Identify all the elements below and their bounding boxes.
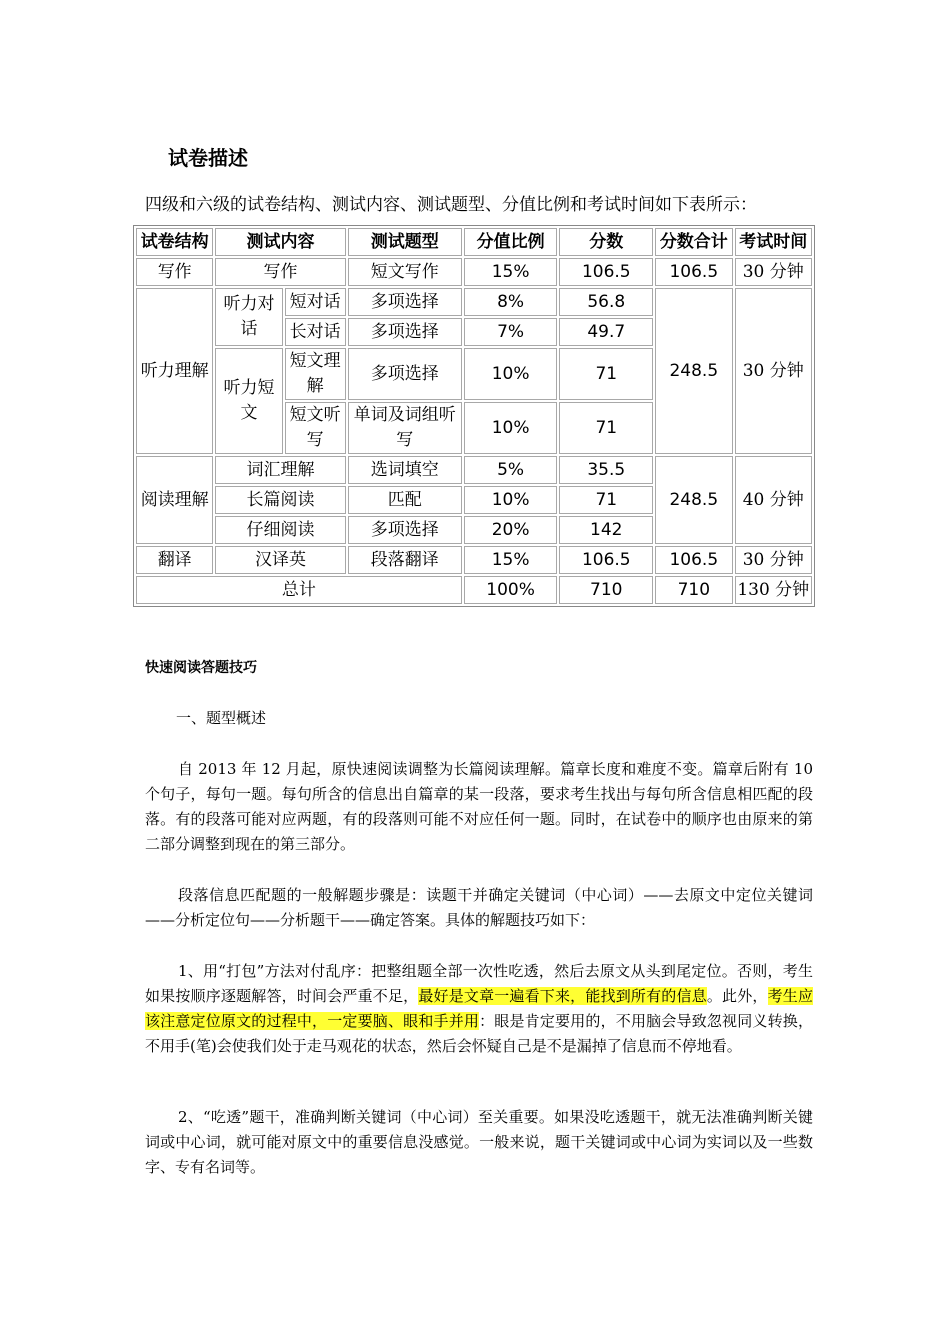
cell-score: 71 <box>559 486 653 514</box>
table-row <box>136 258 812 286</box>
table-row <box>136 456 812 484</box>
cell-total: 248.5 <box>655 456 732 544</box>
cell-score: 71 <box>559 402 653 454</box>
section-subtitle: 一、题型概述 <box>176 709 267 727</box>
header-time: 考试时间 <box>735 228 812 256</box>
cell-time: 30 分钟 <box>735 288 812 454</box>
cell-structure: 阅读理解 <box>136 456 213 544</box>
cell-ratio: 8% <box>464 288 558 316</box>
cell-type: 单词及词组听写 <box>348 402 462 454</box>
cell-content: 写作 <box>215 258 345 286</box>
cell-ratio: 15% <box>464 258 558 286</box>
cell-ratio: 7% <box>464 318 558 346</box>
cell-sub: 短文听写 <box>285 402 346 454</box>
cell-group: 听力对话 <box>215 288 282 346</box>
cell-type: 匹配 <box>348 486 462 514</box>
cell-type: 多项选择 <box>348 516 462 544</box>
cell-structure: 听力理解 <box>136 288 213 454</box>
cell-score: 49.7 <box>559 318 653 346</box>
cell-structure: 翻译 <box>136 546 213 574</box>
cell-score: 35.5 <box>559 456 653 484</box>
cell-time: 130 分钟 <box>735 576 812 604</box>
paragraph-tip-2: 2、“吃透”题干，准确判断关键词（中心词）至关重要。如果没吃透题干，就无法准确判断关键词或中心词，就可能对原文中的重要信息没感觉。一般来说，题干关键词或中心词为实词以及一些数字、专有名词等。 <box>145 1108 813 1176</box>
cell-content: 仔细阅读 <box>215 516 345 544</box>
cell-time: 30 分钟 <box>735 546 812 574</box>
table-total-row <box>136 576 812 604</box>
cell-total: 710 <box>655 576 732 604</box>
cell-group: 听力短文 <box>215 348 282 454</box>
cell-ratio: 10% <box>464 348 558 400</box>
cell-content: 长篇阅读 <box>215 486 345 514</box>
cell-total: 248.5 <box>655 288 732 454</box>
cell-score: 142 <box>559 516 653 544</box>
cell-type: 多项选择 <box>348 318 462 346</box>
cell-sub: 短文理解 <box>285 348 346 400</box>
highlight-2: 考生应该注意定位原文的过程中，一定要脑、眼和手并用 <box>145 987 813 1030</box>
cell-time: 30 分钟 <box>735 258 812 286</box>
paragraph-steps: 段落信息匹配题的一般解题步骤是：读题干并确定关键词（中心词）——去原文中定位关键词——分析定位句——分析题干——确定答案。具体的解题技巧如下： <box>145 886 813 929</box>
cell-score: 710 <box>559 576 653 604</box>
cell-type: 段落翻译 <box>348 546 462 574</box>
cell-ratio: 10% <box>464 486 558 514</box>
cell-sub: 短对话 <box>285 288 346 316</box>
paragraph-tip-1 <box>145 959 813 1059</box>
cell-ratio: 15% <box>464 546 558 574</box>
intro-text: 四级和六级的试卷结构、测试内容、测试题型、分值比例和考试时间如下表所示： <box>145 195 757 215</box>
cell-time: 40 分钟 <box>735 456 812 544</box>
header-ratio: 分值比例 <box>464 228 558 256</box>
cell-sub: 长对话 <box>285 318 346 346</box>
page-title: 试卷描述 <box>168 146 248 170</box>
table-row <box>136 546 812 574</box>
cell-type: 多项选择 <box>348 288 462 316</box>
cell-total: 106.5 <box>655 258 732 286</box>
cell-content: 词汇理解 <box>215 456 345 484</box>
header-score: 分数 <box>559 228 653 256</box>
cell-ratio: 20% <box>464 516 558 544</box>
header-type: 测试题型 <box>348 228 462 256</box>
cell-ratio: 5% <box>464 456 558 484</box>
cell-score: 106.5 <box>559 258 653 286</box>
cell-score: 56.8 <box>559 288 653 316</box>
cell-total: 106.5 <box>655 546 732 574</box>
tip-1-text-a: 1、用“打包”方法对付乱序：把整组题全部一次性吃透，然后去原文从头到尾定位。否则，考生如果按顺序逐题解答，时间会严重不足， <box>145 962 813 1005</box>
cell-type: 选词填空 <box>348 456 462 484</box>
paragraph-overview: 自 2013 年 12 月起，原快速阅读调整为长篇阅读理解。篇章长度和难度不变。篇章后附有 10 个句子，每句一题。每句所含的信息出自篇章的某一段落，要求考生找出与每句所含信息相匹配的段落。有的段落可能对应两题，有的段落则可能不对应任何一题。同时，在试卷中的顺序也由原来的第二部分调整到现在的第三部分。 <box>145 760 813 853</box>
header-content: 测试内容 <box>215 228 345 256</box>
highlight-1: 最好是文章一遍看下来，能找到所有的信息 <box>418 987 707 1005</box>
cell-ratio: 10% <box>464 402 558 454</box>
cell-score: 71 <box>559 348 653 400</box>
cell-type: 多项选择 <box>348 348 462 400</box>
header-structure: 试卷结构 <box>136 228 213 256</box>
cell-ratio: 100% <box>464 576 558 604</box>
tip-1-text-c: ：眼是肯定要用的，不用脑会导致忽视同义转换，不用手(笔)会使我们处于走马观花的状态，然后会怀疑自己是不是漏掉了信息而不停地看。 <box>145 1012 813 1055</box>
tip-1-text-b: 。此外， <box>706 987 768 1005</box>
table-header-row <box>136 228 812 256</box>
section-title: 快速阅读答题技巧 <box>145 660 257 676</box>
table-row <box>136 288 812 316</box>
cell-sum-label: 总计 <box>136 576 462 604</box>
cell-score: 106.5 <box>559 546 653 574</box>
cell-structure: 写作 <box>136 258 213 286</box>
cell-content: 汉译英 <box>215 546 345 574</box>
cell-type: 短文写作 <box>348 258 462 286</box>
exam-structure-table <box>133 225 815 607</box>
header-total: 分数合计 <box>655 228 732 256</box>
